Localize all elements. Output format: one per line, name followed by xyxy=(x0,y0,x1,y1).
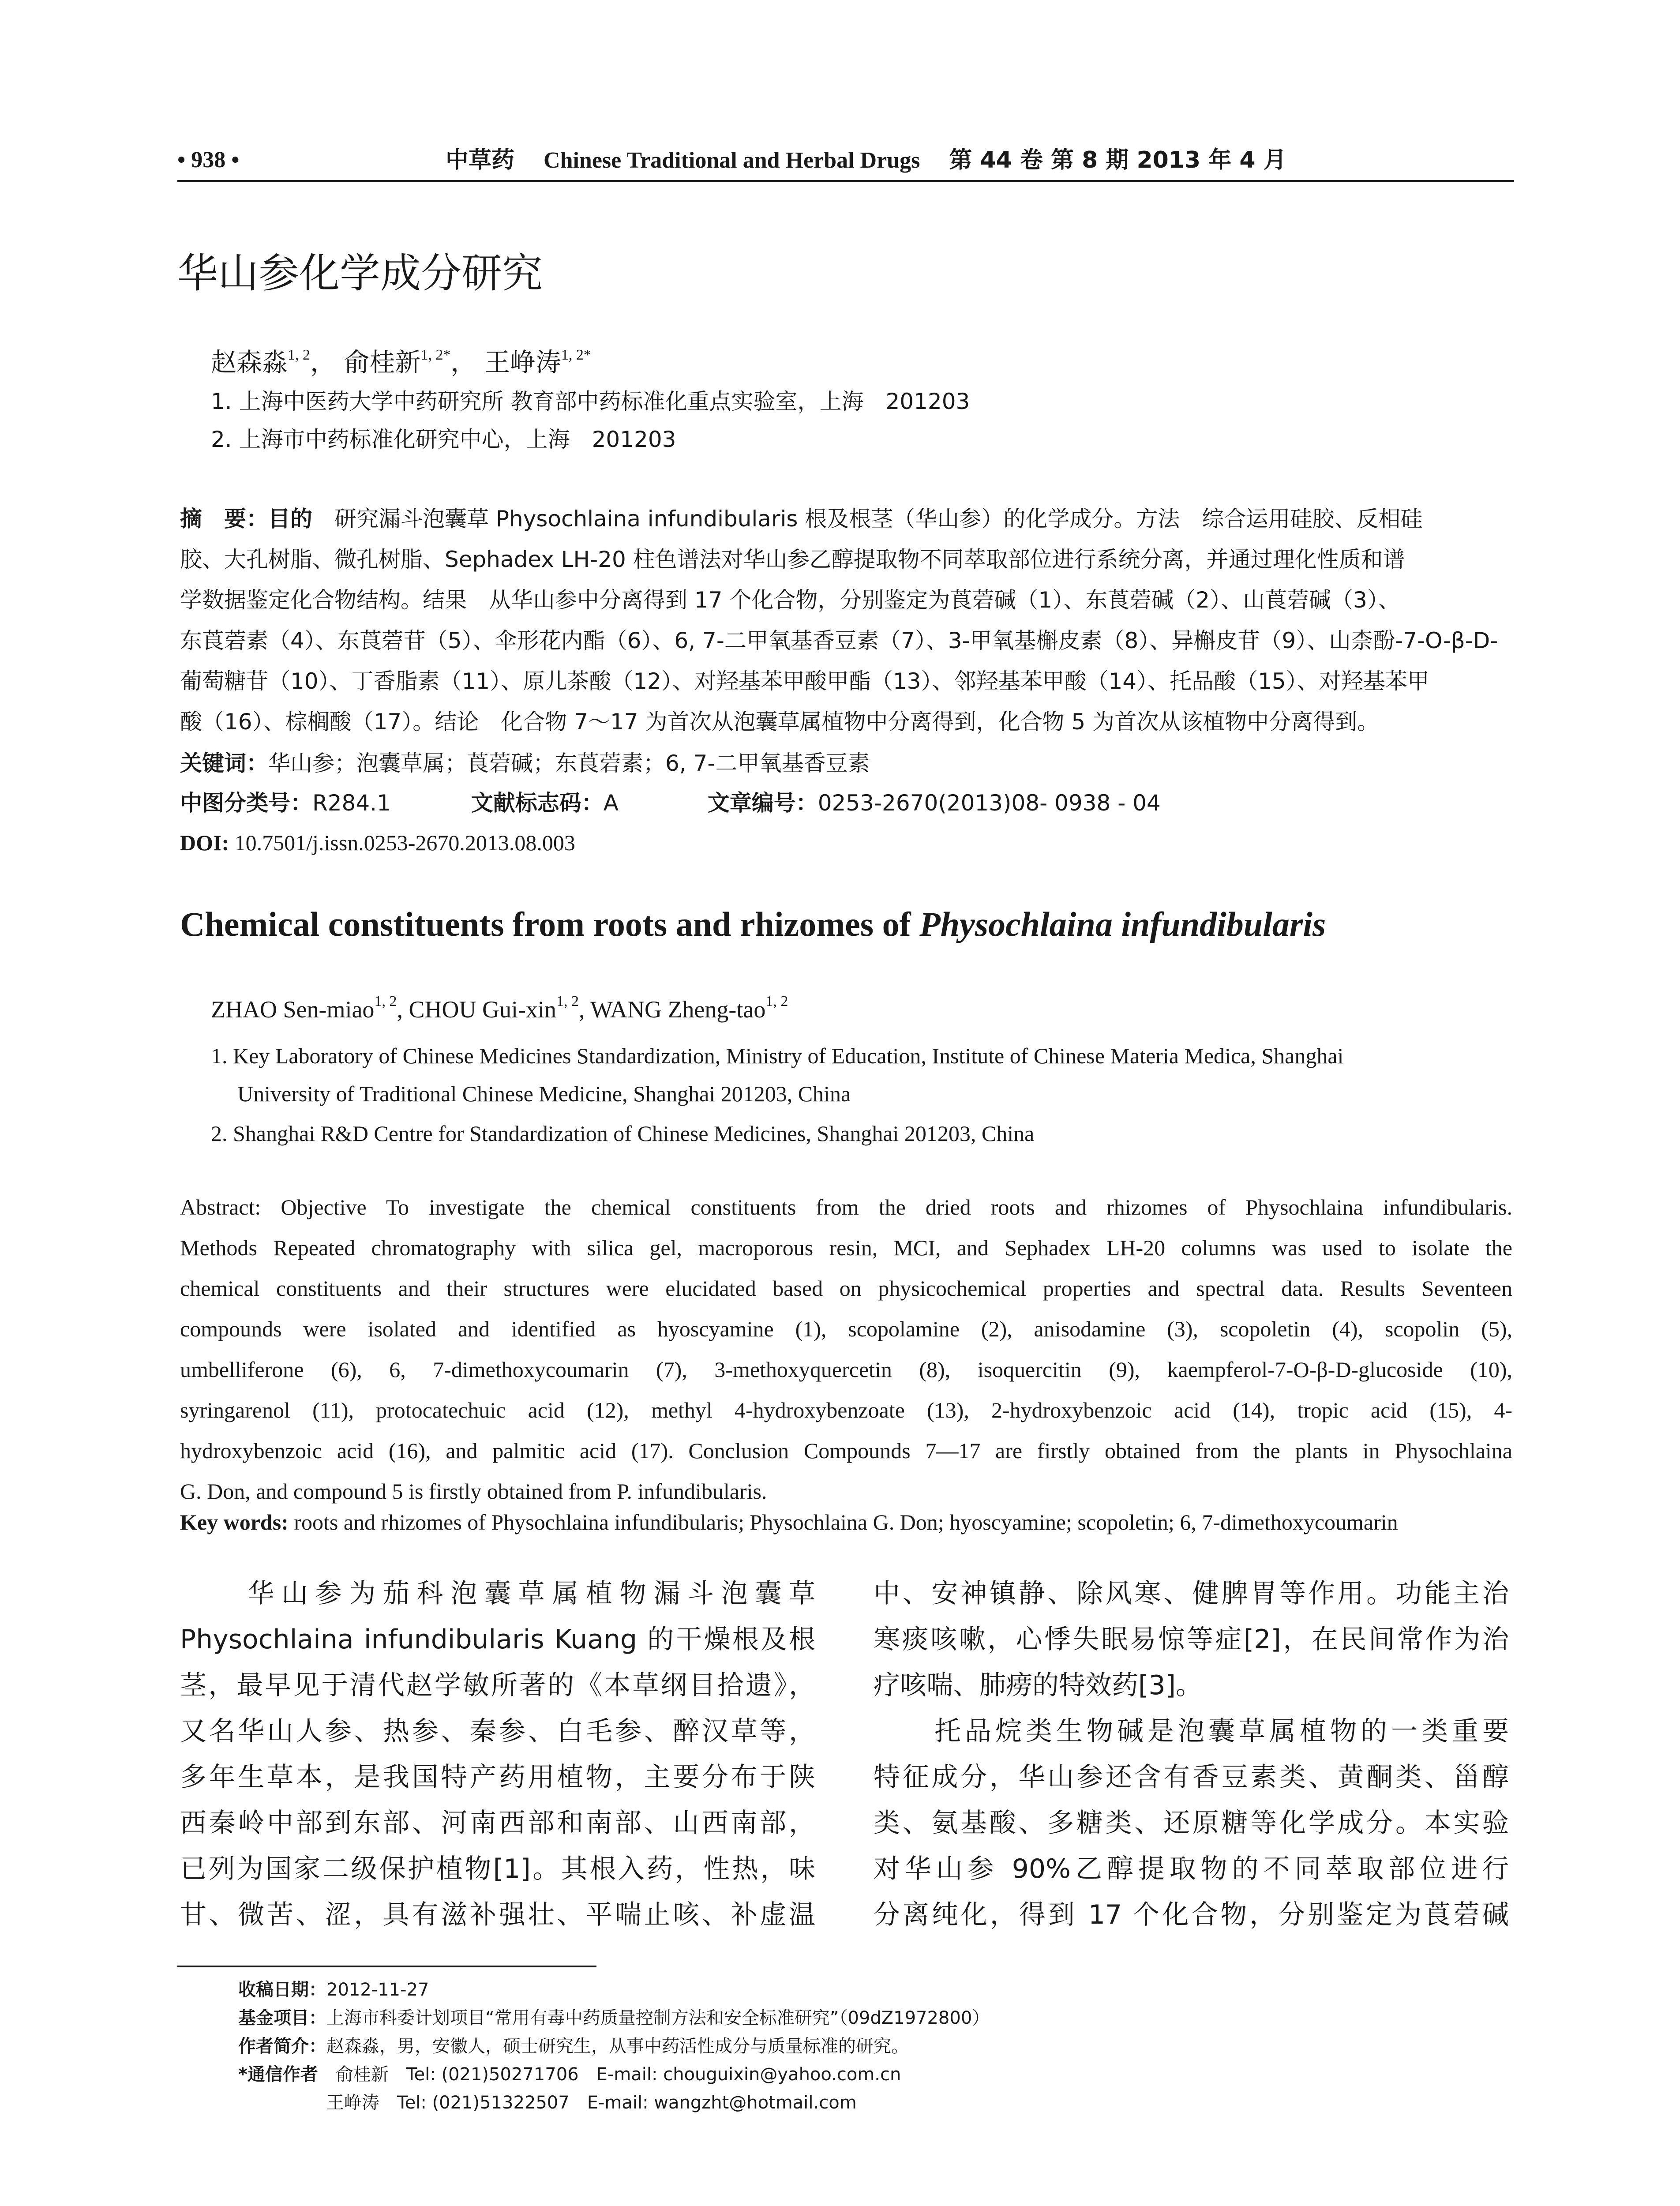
en-abstract xyxy=(180,1187,1512,1512)
cn-authors: 赵森淼$^{1, 2}$， 俞桂新$^{1, 2*}$， 王峥涛$^{1, 2*}$ xyxy=(211,347,591,377)
en-affiliation: 2. Shanghai R&D Centre for Standardization of Chinese Medicines, Shanghai 201203, China xyxy=(211,1121,1035,1146)
body-line: 又名华山人参、热参、秦参、白毛参、醉汉草等， xyxy=(180,1716,815,1747)
body-line: 类、氨基酸、多糖类、还原糖等化学成分。本实验 xyxy=(874,1808,1509,1838)
en-author-name: ZHAO Sen-miao xyxy=(211,996,375,1023)
en-abstract-line: hydroxybenzoic acid (16), and palmitic acid (17). Conclusion Compounds 7—17 are firstly obtained from the plants in Physochlaina xyxy=(180,1438,1512,1463)
en-authors: ZHAO Sen-miao$^{1, 2}$, CHOU Gui-xin$^{1, 2}$, WANG Zheng-tao$^{1, 2}$ xyxy=(211,993,788,1023)
en-abstract-line: chemical constituents and their structures were elucidated based on physicochemical properties and spectral data. Results Seventeen xyxy=(180,1276,1512,1301)
footnote: *通信作者 俞桂新 Tel: (021)50271706 E-mail: chouguixin@yahoo.com.cn xyxy=(238,2064,901,2085)
cn-abstract-line: 胶、大孔树脂、微孔树脂、Sephadex LH-20 柱色谱法对华山参乙醇提取物不同萃取部位进行系统分离，并通过理化性质和谱 xyxy=(180,547,1405,572)
journal-name-en: Chinese Traditional and Herbal Drugs xyxy=(544,148,920,173)
en-keywords xyxy=(180,1504,1398,1540)
article-number: 0253-2670(2013)08- 0938 - 04 xyxy=(818,790,1161,816)
journal-header xyxy=(446,140,1286,180)
en-abstract-line: syringarenol (11), protocatechuic acid (12), methyl 4-hydroxybenzoate (13), 2-hydroxybenzoic acid (14), tropic acid (15), 4- xyxy=(180,1398,1512,1422)
cn-author-sup: 1, 2 xyxy=(288,347,311,363)
body-line: 疗咳喘、肺痨的特效药[3]。 xyxy=(874,1670,1202,1701)
clc-number: R284.1 xyxy=(312,790,391,816)
en-title: Chemical constituents from roots and rhizomes of Physochlaina infundibularis xyxy=(180,905,1326,943)
cn-affiliation: 1. 上海中医药大学中药研究所 教育部中药标准化重点实验室，上海 201203 xyxy=(211,389,970,414)
journal-name-cn: 中草药 xyxy=(446,147,515,173)
cn-author-sup: 1, 2* xyxy=(420,347,451,363)
footnote: 收稿日期：2012-11-27 xyxy=(238,1980,429,2000)
body-left-column xyxy=(180,1571,815,1938)
body-line: 托品烷类生物碱是泡囊草属植物的一类重要 xyxy=(874,1716,1509,1747)
body-line: 甘、微苦、涩，具有滋补强壮、平喘止咳、补虚温 xyxy=(180,1899,815,1930)
cn-abstract-line: 学数据鉴定化合物结构。结果 从华山参中分离得到 17 个化合物，分别鉴定为莨菪碱（1）、东莨菪碱（2）、山莨菪碱（3）、 xyxy=(180,587,1400,613)
cn-affiliation: 2. 上海市中药标准化研究中心，上海 201203 xyxy=(211,427,676,452)
doi-line: DOI: 10.7501/j.issn.0253-2670.2013.08.003 xyxy=(180,830,575,855)
body-line: 特征成分，华山参还含有香豆素类、黄酮类、甾醇 xyxy=(874,1762,1509,1793)
cn-author-sup: 1, 2* xyxy=(561,347,591,363)
cn-author-name: 王峥涛 xyxy=(484,347,561,377)
body-line: 西秦岭中部到东部、河南西部和南部、山西南部， xyxy=(180,1808,815,1838)
cn-abstract-label: 摘 要：目的 xyxy=(180,506,312,532)
body-line: 寒痰咳嗽，心悸失眠易惊等症[2]，在民间常作为治 xyxy=(874,1624,1509,1655)
footnote-rule xyxy=(177,1966,596,1967)
cn-author-name: 俞桂新 xyxy=(344,347,421,377)
cn-keywords-label: 关键词： xyxy=(180,750,268,776)
body-line: 对华山参 90%乙醇提取物的不同萃取部位进行 xyxy=(874,1853,1509,1884)
body-line: Physochlaina infundibularis Kuang 的干燥根及根 xyxy=(180,1624,815,1655)
en-abstract-line: Abstract: Objective To investigate the chemical constituents from the dried roots and rhizomes of Physochlaina infundibularis. xyxy=(180,1195,1512,1219)
body-line: 中、安神镇静、除风寒、健脾胃等作用。功能主治 xyxy=(874,1578,1509,1609)
en-author-name: CHOU Gui-xin xyxy=(409,996,556,1023)
cn-keywords-text: 华山参；泡囊草属；莨菪碱；东莨菪素；6, 7-二甲氧基香豆素 xyxy=(268,750,870,776)
cn-classification: 中图分类号：R284.1 文献标志码：A 文章编号：0253-2670(2013)08- 0938 - 04 xyxy=(180,790,1161,816)
cn-author-name: 赵森淼 xyxy=(211,347,288,377)
en-affiliation: 1. Key Laboratory of Chinese Medicines Standardization, Ministry of Education, Institute of Chinese Materia Medica, Shanghai xyxy=(211,1043,1344,1068)
header-rule xyxy=(177,180,1514,182)
body-right-column xyxy=(874,1571,1509,1938)
cn-abstract-line: 葡萄糖苷（10）、丁香脂素（11）、原儿茶酸（12）、对羟基苯甲酸甲酯（13）、邻羟基苯甲酸（14）、托品酸（15）、对羟基苯甲 xyxy=(180,668,1429,694)
en-keywords-text: roots and rhizomes of Physochlaina infundibularis; Physochlaina G. Don; hyoscyamine; scopoletin; 6, 7-dimethoxycoumarin xyxy=(294,1510,1398,1534)
document-code: A xyxy=(603,790,619,816)
cn-abstract xyxy=(180,499,1512,742)
en-abstract-line: Methods Repeated chromatography with silica gel, macroporous resin, MCI, and Sephadex LH-20 columns was used to isolate the xyxy=(180,1235,1512,1260)
en-abstract-line: compounds were isolated and identified as hyoscyamine (1), scopolamine (2), anisodamine (3), scopoletin (4), scopolin (5), xyxy=(180,1317,1512,1341)
body-line: 茎，最早见于清代赵学敏所著的《本草纲目拾遗》， xyxy=(180,1670,815,1701)
en-abstract-line: G. Don, and compound 5 is firstly obtained from P. infundibularis. xyxy=(180,1479,767,1504)
en-author-name: WANG Zheng-tao xyxy=(590,996,766,1023)
footnote: 作者简介：赵森淼，男，安徽人，硕士研究生，从事中药活性成分与质量标准的研究。 xyxy=(238,2036,909,2056)
en-affiliation: University of Traditional Chinese Medicine, Shanghai 201203, China xyxy=(237,1081,851,1106)
body-line: 分离纯化，得到 17 个化合物，分别鉴定为莨菪碱 xyxy=(874,1899,1509,1930)
footnote: 基金项目：上海市科委计划项目“常用有毒中药质量控制方法和安全标准研究”（09dZ1972800） xyxy=(238,2008,990,2028)
journal-issue: 第 44 卷 第 8 期 2013 年 4 月 xyxy=(949,147,1286,173)
page-number: • 938 • xyxy=(177,147,240,173)
cn-keywords xyxy=(180,746,870,781)
cn-abstract-line: 酸（16）、棕榈酸（17）。结论 化合物 7～17 为首次从泡囊草属植物中分离得到，化合物 5 为首次从该植物中分离得到。 xyxy=(180,709,1380,735)
en-abstract-line: umbelliferone (6), 6, 7-dimethoxycoumarin (7), 3-methoxyquercetin (8), isoquercitin (9), kaempferol-7-O-β-D-glucoside (10), xyxy=(180,1357,1512,1382)
body-line: 华山参为茄科泡囊草属植物漏斗泡囊草 xyxy=(180,1578,815,1609)
doi-value: 10.7501/j.issn.0253-2670.2013.08.003 xyxy=(234,830,575,855)
cn-title: 华山参化学成分研究 xyxy=(177,250,543,297)
body-line: 已列为国家二级保护植物[1]。其根入药，性热，味 xyxy=(180,1853,815,1884)
cn-abstract-line: 摘 要：目的 研究漏斗泡囊草 Physochlaina infundibularis 根及根茎（华山参）的化学成分。方法 综合运用硅胶、反相硅 xyxy=(180,506,1423,532)
en-keywords-label: Key words: xyxy=(180,1510,289,1534)
body-line: 多年生草本，是我国特产药用植物，主要分布于陕 xyxy=(180,1762,815,1793)
cn-abstract-line: 东莨菪素（4）、东莨菪苷（5）、伞形花内酯（6）、6, 7-二甲氧基香豆素（7）、3-甲氧基槲皮素（8）、异槲皮苷（9）、山柰酚-7-O-β-D- xyxy=(180,628,1498,653)
footnote: 王峥涛 Tel: (021)51322507 E-mail: wangzht@hotmail.com xyxy=(238,2093,857,2113)
